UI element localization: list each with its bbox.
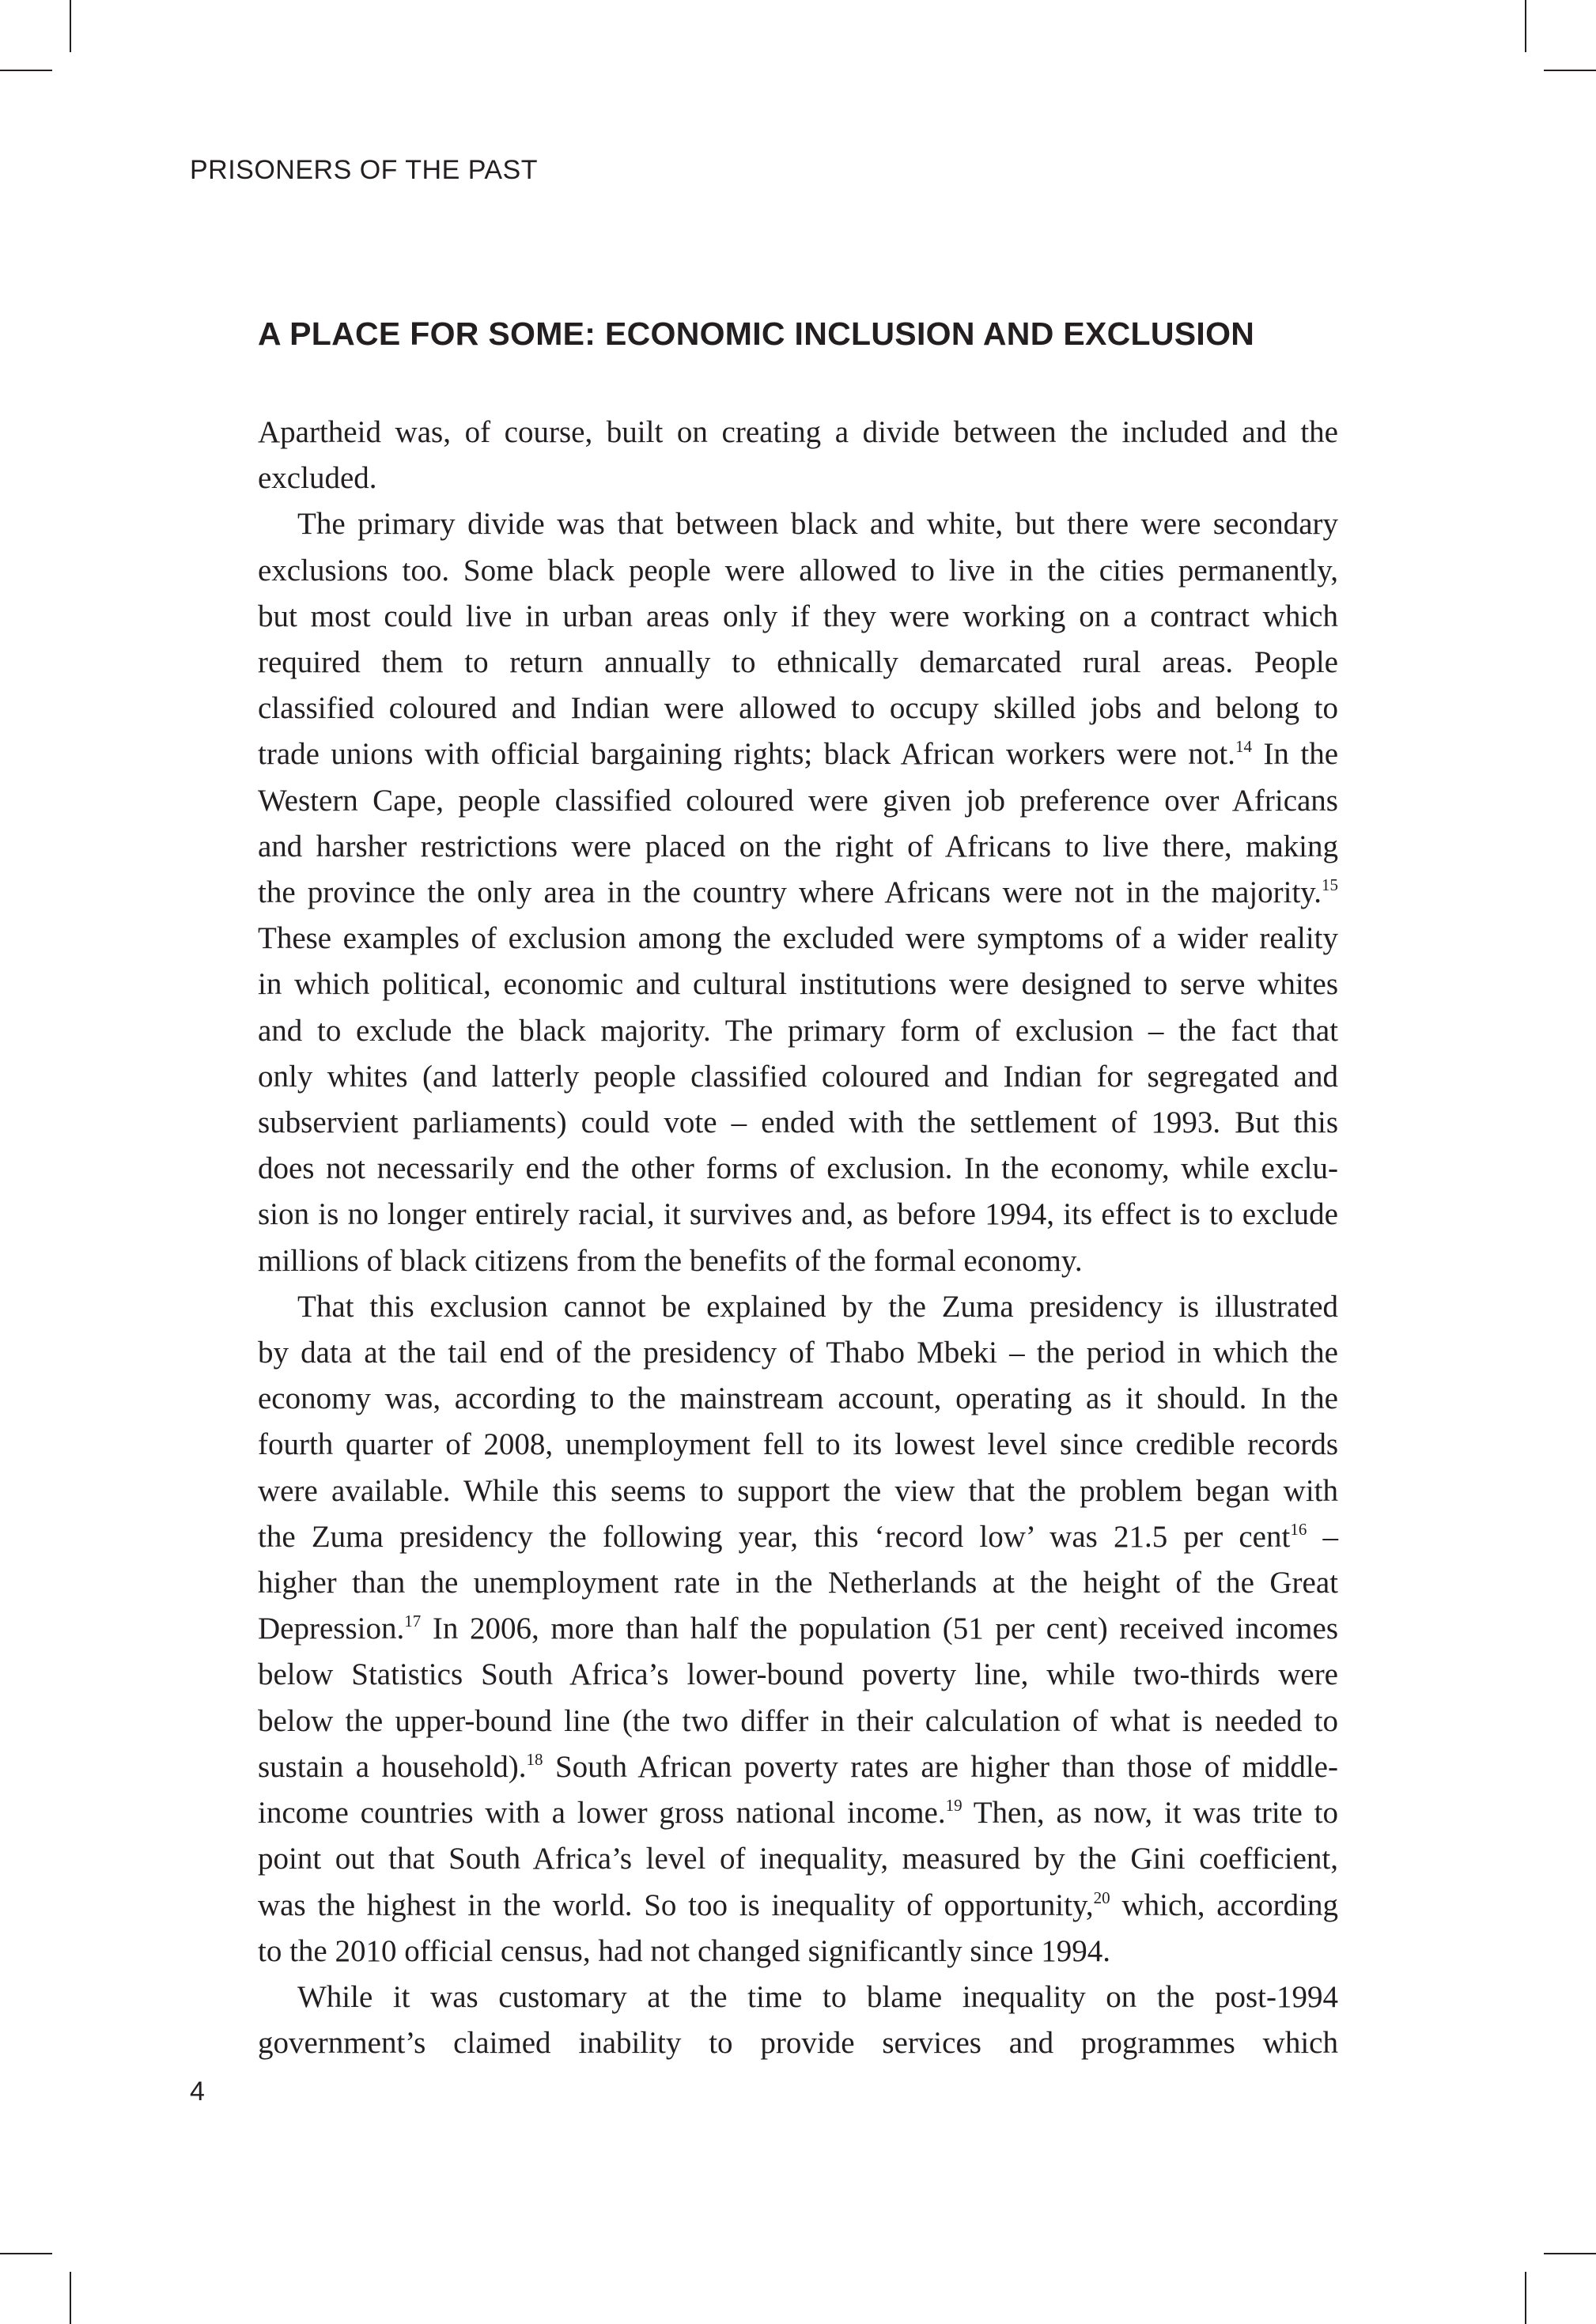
section-heading: A PLACE FOR SOME: ECONOMIC INCLUSION AND EXCLUSION	[258, 316, 1255, 352]
text-run: the Zuma presidency the following year, this ‘record low’ was 21.5 per cent	[258, 1519, 1291, 1554]
text-line	[258, 1744, 1338, 1790]
text-line: but most could live in urban areas only if they were working on a contract which	[258, 599, 1338, 633]
body-text	[258, 410, 1338, 2066]
text-line: economy was, according to the mainstream account, operating as it should. In the	[258, 1381, 1338, 1416]
text-line: The primary divide was that between black and white, but there were secondary	[297, 507, 1338, 542]
text-line: subservient parliaments) could vote – ended with the settlement of 1993. But this	[258, 1105, 1338, 1140]
footnote-ref: 16	[1290, 1519, 1307, 1539]
crop-mark-bottom-right-horizontal	[1544, 2253, 1596, 2254]
crop-mark-bottom-left-vertical	[70, 2272, 71, 2324]
text-run: South African poverty rates are higher than those of middle-	[554, 1749, 1338, 1784]
text-run: sustain a household).	[258, 1749, 527, 1784]
footnote-ref: 14	[1235, 737, 1252, 757]
paragraph-1	[258, 410, 1338, 501]
text-line: fourth quarter of 2008, unemployment fell to its lowest level since credible records	[258, 1427, 1338, 1462]
text-line: While it was customary at the time to blame inequality on the post-1994	[297, 1979, 1338, 2014]
text-line	[258, 1883, 1338, 1929]
text-line: does not necessarily end the other forms of exclusion. In the economy, while exclu-	[258, 1151, 1338, 1186]
paragraph-2	[258, 501, 1338, 1283]
text-line	[258, 1514, 1338, 1560]
text-run: –	[1322, 1519, 1338, 1554]
text-line	[258, 731, 1338, 777]
text-line: exclusions too. Some black people were allowed to live in the cities permanently,	[258, 553, 1338, 588]
text-line: below the upper-bound line (the two differ in their calculation of what is needed to	[258, 1703, 1338, 1738]
text-line: millions of black citizens from the benefits of the formal economy.	[258, 1243, 1083, 1278]
text-line: higher than the unemployment rate in the Netherlands at the height of the Great	[258, 1566, 1338, 1600]
footnote-ref: 20	[1093, 1888, 1110, 1907]
text-line: by data at the tail end of the presidency of Thabo Mbeki – the period in which the	[258, 1336, 1338, 1370]
text-line: classified coloured and Indian were allowed to occupy skilled jobs and belong to	[258, 691, 1338, 726]
footnote-ref: 17	[404, 1612, 422, 1631]
footnote-ref: 19	[945, 1796, 963, 1816]
text-run: income countries with a lower gross national income.	[258, 1796, 946, 1831]
paragraph-3	[258, 1284, 1338, 1974]
text-run: was the highest in the world. So too is inequality of opportunity,	[258, 1888, 1094, 1922]
text-line	[258, 870, 1338, 916]
text-line: required them to return annually to ethnically demarcated rural areas. People	[258, 645, 1338, 680]
text-line: government’s claimed inability to provide services and programmes which	[258, 2026, 1338, 2061]
text-line: only whites (and latterly people classified coloured and Indian for segregated and	[258, 1059, 1338, 1094]
text-run: In the	[1263, 737, 1338, 772]
crop-mark-bottom-left-horizontal	[0, 2253, 52, 2254]
text-line: That this exclusion cannot be explained by the Zuma presidency is illustrated	[297, 1289, 1338, 1324]
text-line	[258, 1606, 1338, 1652]
text-line: were available. While this seems to support the view that the problem began with	[258, 1473, 1338, 1508]
crop-mark-top-left-horizontal	[0, 70, 52, 71]
text-line: point out that South Africa’s level of inequality, measured by the Gini coefficient,	[258, 1842, 1338, 1876]
text-line: below Statistics South Africa’s lower-bound poverty line, while two-thirds were	[258, 1657, 1338, 1692]
text-line: to the 2010 official census, had not changed significantly since 1994.	[258, 1933, 1111, 1968]
text-line: These examples of exclusion among the excluded were symptoms of a wider reality	[258, 921, 1338, 956]
text-line: Western Cape, people classified coloured were given job preference over Africans	[258, 783, 1338, 818]
text-line: and harsher restrictions were placed on the right of Africans to live there, making	[258, 829, 1338, 863]
text-run: Depression.	[258, 1612, 405, 1646]
text-run: trade unions with official bargaining rights; black African workers were not.	[258, 737, 1235, 772]
page-number: 4	[190, 2076, 205, 2107]
text-run: the province the only area in the country where Africans were not in the majority.	[258, 875, 1322, 910]
text-line: excluded.	[258, 461, 377, 496]
running-head: PRISONERS OF THE PAST	[190, 155, 538, 185]
text-line: and to exclude the black majority. The primary form of exclusion – the fact that	[258, 1013, 1338, 1048]
crop-mark-bottom-right-vertical	[1525, 2272, 1526, 2324]
text-line: in which political, economic and cultural institutions were designed to serve whites	[258, 967, 1338, 1002]
text-line	[258, 1790, 1338, 1836]
footnote-ref: 15	[1322, 875, 1338, 895]
text-line: Apartheid was, of course, built on creating a divide between the included and the	[258, 415, 1338, 449]
crop-mark-top-left-vertical	[70, 0, 71, 52]
text-run: Then, as now, it was trite to	[973, 1796, 1338, 1831]
text-line: sion is no longer entirely racial, it survives and, as before 1994, its effect is to exclude	[258, 1197, 1338, 1232]
text-run: which, according	[1121, 1888, 1339, 1922]
text-run: In 2006, more than half the population (51 per cent) received incomes	[432, 1612, 1339, 1646]
footnote-ref: 18	[526, 1749, 543, 1769]
crop-mark-top-right-horizontal	[1544, 70, 1596, 71]
crop-mark-top-right-vertical	[1525, 0, 1526, 52]
paragraph-4	[258, 1974, 1338, 2066]
